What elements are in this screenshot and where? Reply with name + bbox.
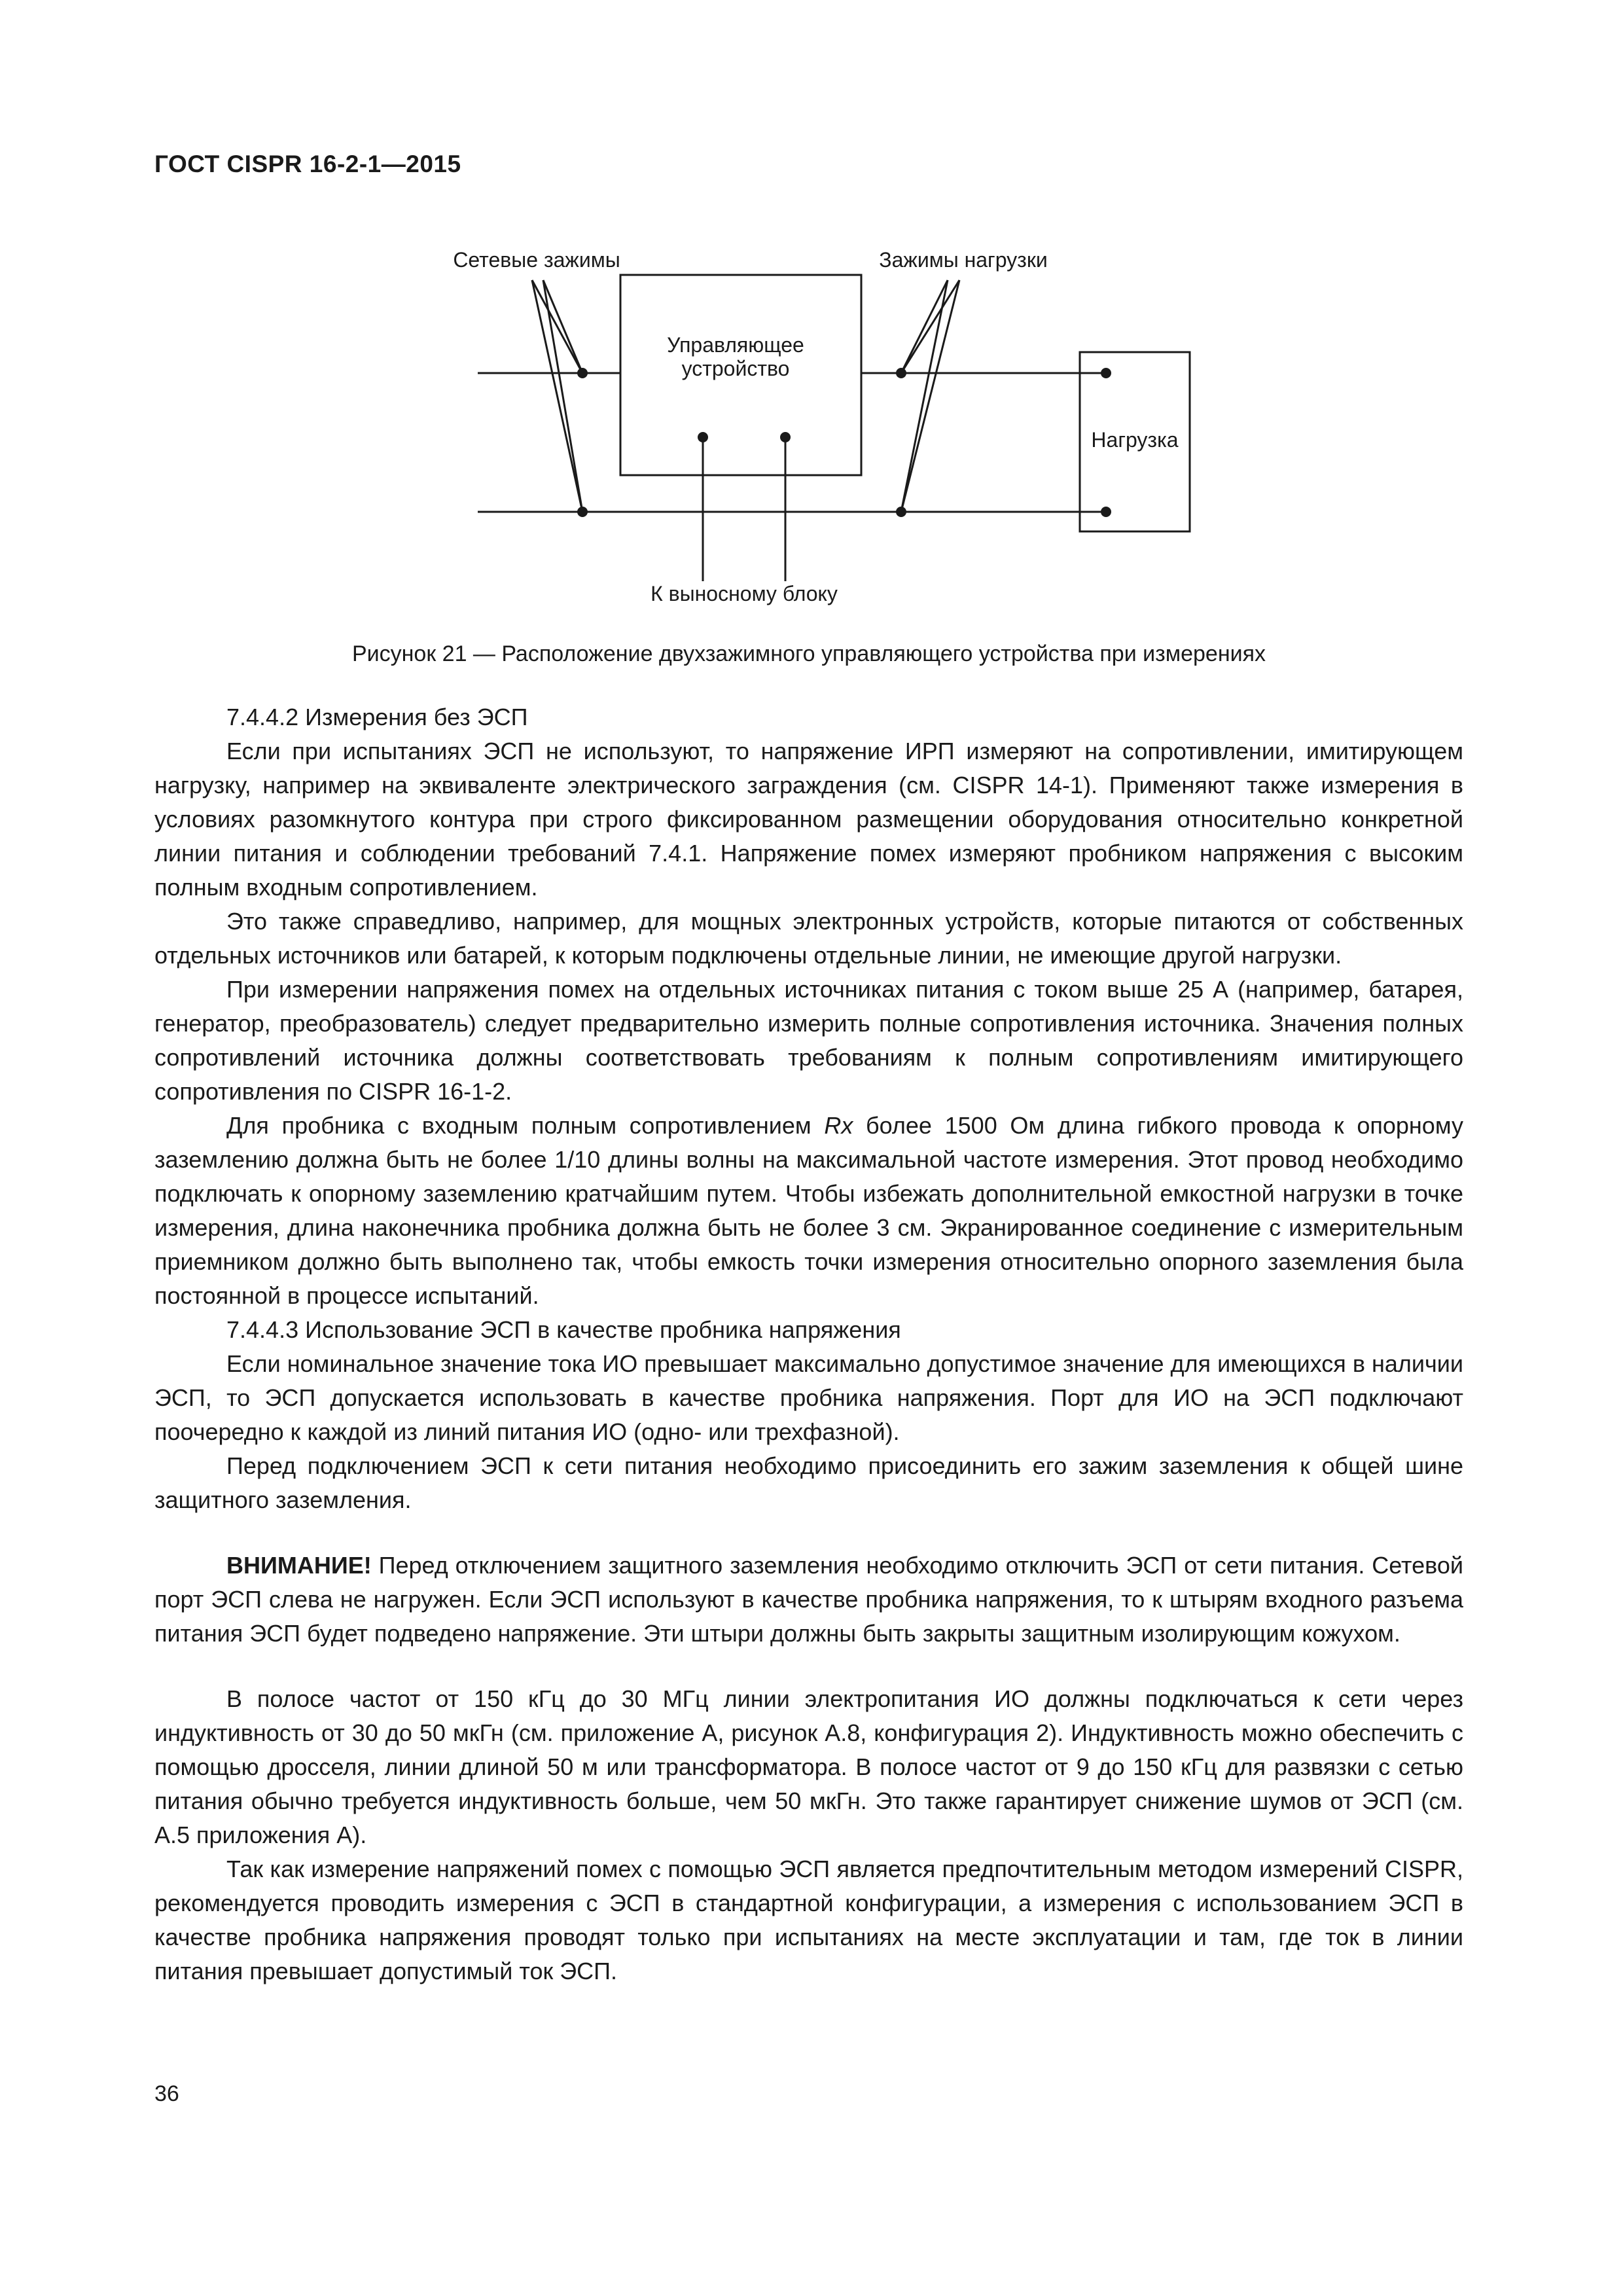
mains-pointer-2b xyxy=(543,280,582,512)
symbol-rx: Rx xyxy=(824,1112,853,1139)
paragraph: В полосе частот от 150 кГц до 30 МГц линии электропитания ИО должны подключаться к сети через индуктивность от 30 до 50 мкГн (см. приложение А, рисунок А.8, конфигурация 2). Индуктивность можно обеспечить с помощью дросселя, линии длиной 50 м или трансформатора. В полосе частот от 9 до 150 кГц для развязки с сетью питания обычно требуется индуктивность больше, чем 50 мкГн. Это также гарантирует снижение шумов от ЭСП (см. А.5 приложения А). xyxy=(154,1685,1463,1848)
paragraph: Это также справедливо, например, для мощных электронных устройств, которые питаются от собственных отдельных источников или батарей, к которым подключены отдельные линии, не имеющие другой нагрузки. xyxy=(154,908,1463,969)
section-heading: 7.4.4.3 Использование ЭСП в качестве пробника напряжения xyxy=(226,1316,901,1343)
remote-terminal-dot xyxy=(698,432,708,442)
paragraph: Перед подключением ЭСП к сети питания необходимо присоединить его зажим заземления к общей шине защитного заземления. xyxy=(154,1452,1463,1513)
paragraph: Так как измерение напряжений помех с помощью ЭСП является предпочтительным методом измерений CISPR, рекомендуется проводить измерения с ЭСП в стандартной конфигурации, а измерения с использованием ЭСП в качестве пробника напряжения проводят только при испытаниях на месте эксплуатации и там, где ток в линии питания превышает допустимый ток ЭСП. xyxy=(154,1856,1463,1984)
label-mains-terminals: Сетевые зажимы xyxy=(453,248,620,272)
remote-terminal-dot xyxy=(780,432,791,442)
label-device-line2: устройство xyxy=(681,357,790,380)
warning-text: Перед отключением защитного заземления необходимо отключить ЭСП от сети питания. Сетевой порт ЭСП слева не нагружен. Если ЭСП используют в качестве пробника напряжения, то к штырям входного разъема питания ЭСП будет подведено напряжение. Эти штыри должны быть закрыты защитным изолирующим кожухом. xyxy=(154,1552,1463,1647)
load-input-dot xyxy=(1101,507,1111,517)
document-header: ГОСТ CISPR 16-2-1—2015 xyxy=(154,151,461,177)
circuit-diagram xyxy=(0,229,1623,622)
warning-paragraph xyxy=(154,1549,1463,1651)
document-body xyxy=(154,700,1463,1988)
load-pointer-1b xyxy=(901,280,948,512)
figure-caption: Рисунок 21 — Расположение двухзажимного управляющего устройства при измерениях xyxy=(351,641,1266,666)
paragraph xyxy=(154,1109,1463,1313)
load-pointer-2a xyxy=(901,280,959,373)
paragraph: Если номинальное значение тока ИО превышает максимально допустимое значение для имеющихся в наличии ЭСП, то ЭСП допускается использовать в качестве пробника напряжения. Порт для ИО на ЭСП подключают поочередно к каждой из линий питания ИО (одно- или трехфазной). xyxy=(154,1350,1463,1445)
mains-terminal-dot xyxy=(577,368,588,378)
load-terminal-dot xyxy=(896,507,906,517)
paragraph: Если при испытаниях ЭСП не используют, то напряжение ИРП измеряют на сопротивлении, имитирующем нагрузку, например на эквиваленте электрического заграждения (см. CISPR 14-1). Применяют также измерения в условиях разомкнутого контура при строго фиксированном размещении оборудования относительно конкретной линии питания и соблюдении требований 7.4.1. Напряжение помех измеряют пробником напряжения с высоким полным входным сопротивлением. xyxy=(154,738,1463,901)
label-load: Нагрузка xyxy=(1091,428,1179,452)
paragraph-text: более 1500 Ом длина гибкого провода к опорному заземлению должна быть не более 1/10 длины волны на максимальной частоте измерения. Этот провод необходимо подключать к опорному заземлению кратчайшим путем. Чтобы избежать дополнительной емкостной нагрузки в точке измерения, длина наконечника пробника должна быть не более 3 см. Экранированное соединение с измерительным приемником должно быть выполнено так, чтобы емкость точки измерения относительно опорного заземления была постоянной в процессе испытаний. xyxy=(154,1112,1463,1309)
load-input-dot xyxy=(1101,368,1111,378)
page-number: 36 xyxy=(154,2081,179,2106)
label-remote-unit: К выносному блоку xyxy=(651,582,838,605)
paragraph: При измерении напряжения помех на отдельных источниках питания с током выше 25 А (например, батарея, генератор, преобразователь) следует предварительно измерить полные сопротивления источника. Значения полных сопротивлений источника должны соответствовать требованиям к полным сопротивлениям имитирующего сопротивления по CISPR 16-1-2. xyxy=(154,976,1463,1105)
label-load-terminals: Зажимы нагрузки xyxy=(879,248,1048,272)
warning-label: ВНИМАНИЕ! xyxy=(226,1552,372,1579)
load-terminal-dot xyxy=(896,368,906,378)
figure-21 xyxy=(0,229,1623,622)
section-heading: 7.4.4.2 Измерения без ЭСП xyxy=(226,704,528,730)
mains-terminal-dot xyxy=(577,507,588,517)
paragraph-text: Для пробника с входным полным сопротивлением xyxy=(226,1112,825,1139)
label-device-line1: Управляющее xyxy=(667,333,804,357)
load-pointer-1a xyxy=(901,280,948,373)
